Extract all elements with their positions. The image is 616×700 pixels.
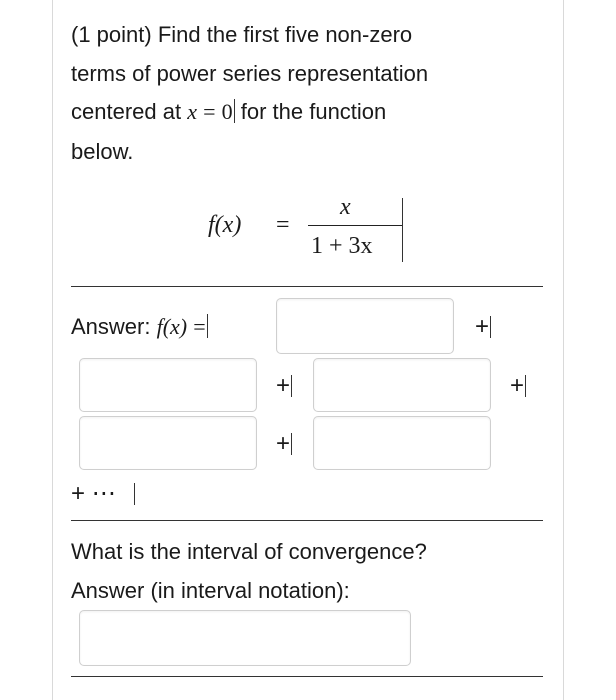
term-input-1[interactable] — [276, 298, 454, 354]
answer-label — [71, 313, 208, 341]
fraction-bar — [308, 225, 402, 226]
answer-label-text: Answer: — [71, 314, 157, 339]
question-line-4: below. — [71, 139, 134, 164]
center-value: 0 — [221, 99, 233, 124]
series-ellipsis: + ⋯ — [71, 480, 116, 507]
term-input-5[interactable] — [313, 416, 491, 470]
term-input-4[interactable] — [79, 416, 257, 470]
function-numerator: x — [340, 194, 351, 220]
answer-equals: = — [193, 314, 206, 339]
text-cursor — [207, 314, 208, 338]
function-lhs: f(x) — [208, 212, 242, 238]
plus-sign: + — [276, 372, 291, 399]
text-cursor — [134, 483, 135, 505]
center-variable: x — [187, 99, 197, 124]
question-line-2: terms of power series representation — [71, 61, 429, 86]
interval-question: What is the interval of convergence? — [71, 539, 427, 564]
divider — [71, 286, 543, 287]
function-denominator: 1 + 3x — [311, 233, 373, 259]
function-equals: = — [276, 212, 290, 238]
plus-sign: + — [510, 372, 525, 399]
question-line-3 — [71, 98, 386, 126]
text-cursor — [291, 433, 292, 455]
interval-label: Answer (in interval notation): — [71, 578, 350, 603]
question-line-3-pre: centered at — [71, 99, 188, 124]
term-input-2[interactable] — [79, 358, 257, 412]
text-cursor — [525, 375, 526, 397]
text-cursor — [402, 198, 403, 262]
divider — [71, 676, 543, 677]
term-input-3[interactable] — [313, 358, 491, 412]
question-line-1: (1 point) Find the first five non-zero — [71, 22, 413, 47]
text-cursor — [490, 316, 491, 338]
answer-lhs: f(x) — [156, 314, 188, 339]
plus-sign: + — [276, 430, 291, 457]
plus-sign: + — [475, 313, 490, 340]
center-equals: = — [203, 99, 216, 124]
interval-input[interactable] — [79, 610, 411, 666]
question-line-3-post: for the function — [234, 99, 387, 124]
divider — [71, 520, 543, 521]
text-cursor — [291, 375, 292, 397]
